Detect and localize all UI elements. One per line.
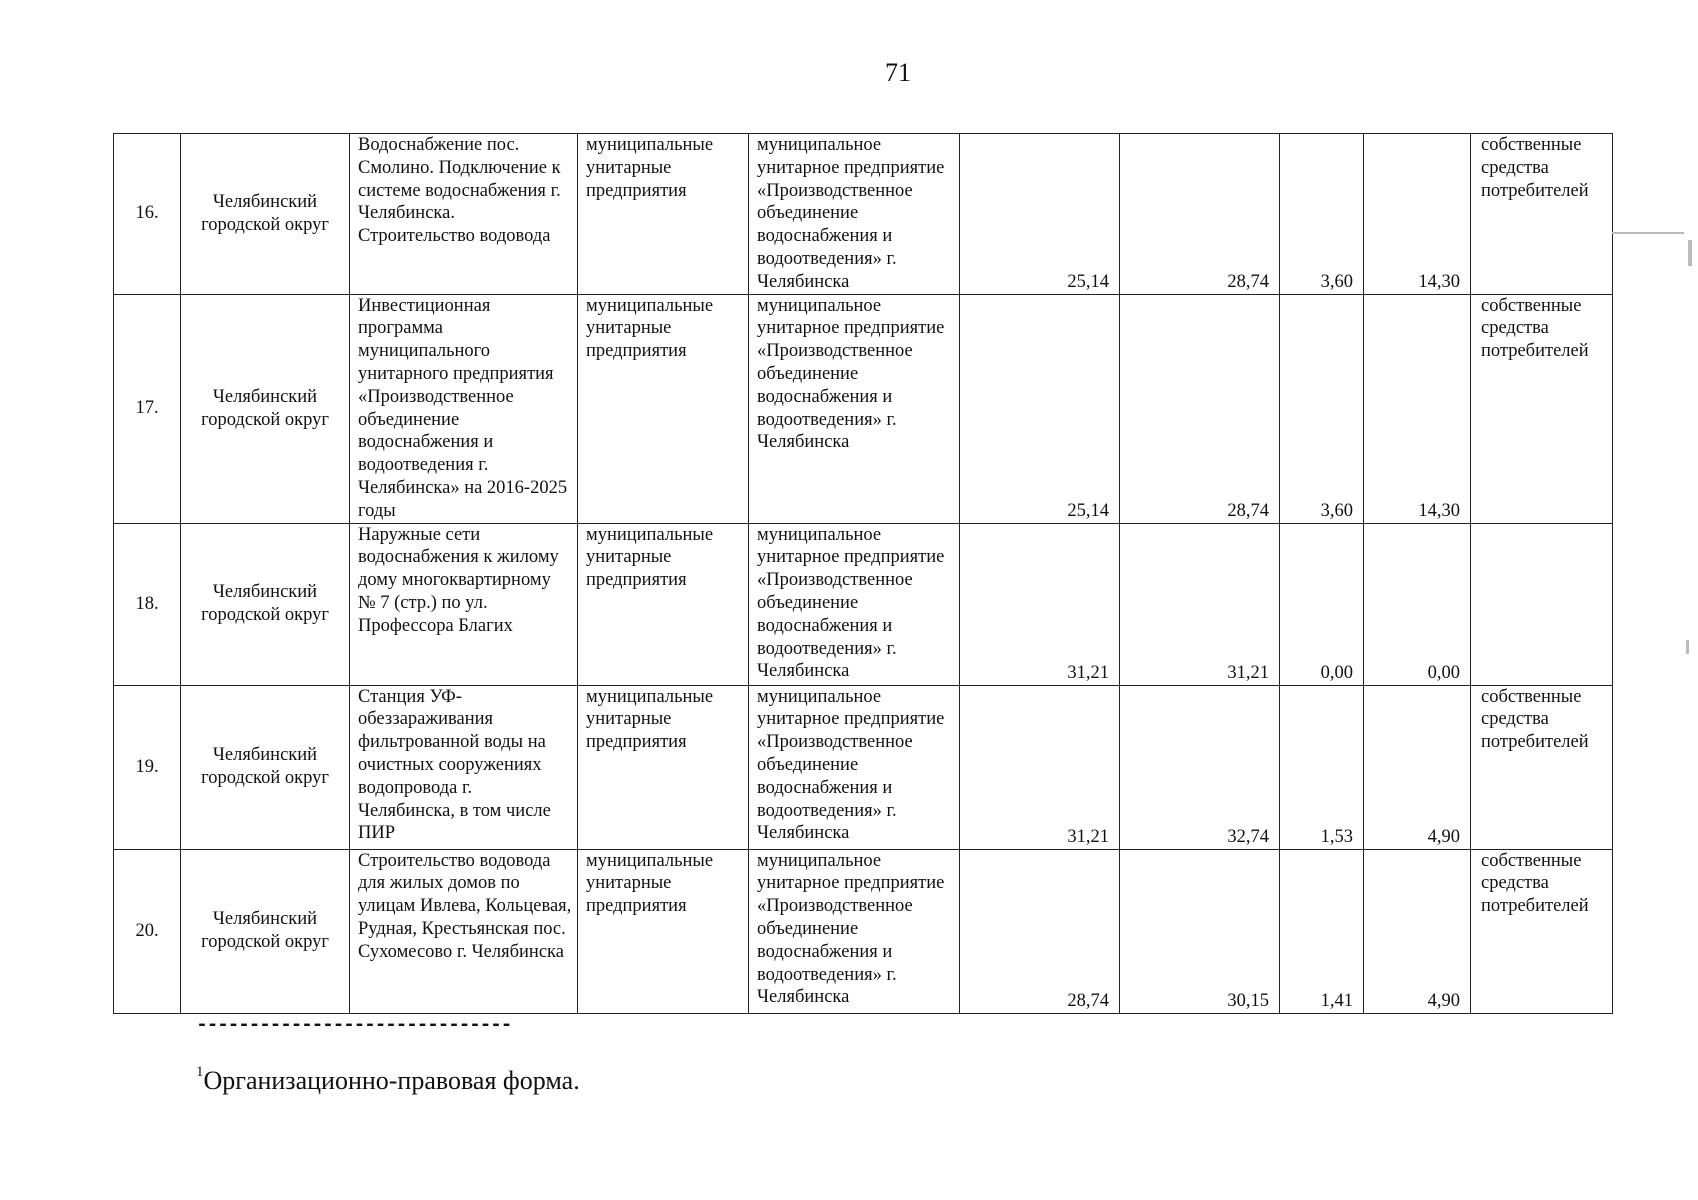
legal-form-text: муниципальные унитарные предприятия	[586, 686, 714, 753]
value-cell-2: 30,15	[1120, 849, 1280, 1013]
row-number: 19.	[114, 685, 181, 849]
organization-cell	[749, 523, 960, 685]
funding-source-cell	[1471, 134, 1613, 295]
project-cell	[350, 849, 578, 1013]
value-cell-3: 0,00	[1280, 523, 1364, 685]
district-cell: Челябинский городской округ	[181, 685, 350, 849]
funding-source-text: собственные средства потребителей	[1481, 295, 1589, 362]
value-cell-2: 32,74	[1120, 685, 1280, 849]
funding-source-cell	[1471, 523, 1613, 685]
table-row	[114, 849, 1613, 1013]
value-cell-4: 0,00	[1364, 523, 1471, 685]
legal-form-cell	[578, 849, 749, 1013]
value-cell-2: 31,21	[1120, 523, 1280, 685]
project-text: Инвестиционная программа муниципального унитарного предприятия «Производственное объединение водоснабжения и водоотведения г. Челябинска» на 2016-2025 годы	[358, 295, 568, 521]
value-cell-1: 31,21	[960, 685, 1120, 849]
legal-form-text: муниципальные унитарные предприятия	[586, 850, 714, 917]
funding-source-cell	[1471, 685, 1613, 849]
organization-cell	[749, 134, 960, 295]
district-cell: Челябинский городской округ	[181, 849, 350, 1013]
investment-table	[113, 133, 1613, 1014]
table-row	[114, 523, 1613, 685]
value-cell-3: 3,60	[1280, 294, 1364, 523]
organization-cell	[749, 849, 960, 1013]
organization-text: муниципальное унитарное предприятие «Производственное объединение водоснабжения и водоотведения» г. Челябинска	[757, 686, 945, 844]
value-cell-4: 4,90	[1364, 849, 1471, 1013]
legal-form-cell	[578, 685, 749, 849]
funding-source-cell	[1471, 294, 1613, 523]
legal-form-cell	[578, 523, 749, 685]
row-number: 17.	[114, 294, 181, 523]
value-cell-3: 3,60	[1280, 134, 1364, 295]
project-cell	[350, 523, 578, 685]
legal-form-text: муниципальные унитарные предприятия	[586, 524, 714, 591]
page-number: 71	[885, 58, 911, 87]
value-cell-1: 25,14	[960, 294, 1120, 523]
organization-text: муниципальное унитарное предприятие «Производственное объединение водоснабжения и водоотведения» г. Челябинска	[757, 295, 945, 453]
value-cell-4: 14,30	[1364, 294, 1471, 523]
value-cell-3: 1,53	[1280, 685, 1364, 849]
value-cell-1: 31,21	[960, 523, 1120, 685]
organization-text: муниципальное унитарное предприятие «Производственное объединение водоснабжения и водоотведения» г. Челябинска	[757, 850, 945, 1008]
value-cell-2: 28,74	[1120, 294, 1280, 523]
table-row	[114, 134, 1613, 295]
value-cell-3: 1,41	[1280, 849, 1364, 1013]
project-text: Водоснабжение пос. Смолино. Подключение к системе водоснабжения г. Челябинска. Строительство водовода	[358, 135, 561, 247]
project-cell	[350, 134, 578, 295]
funding-source-cell	[1471, 849, 1613, 1013]
footnote-text: Организационно-правовая форма.	[203, 1066, 580, 1095]
scan-artifact	[1612, 232, 1684, 234]
project-text: Наружные сети водоснабжения к жилому дому многоквартирному № 7 (стр.) по ул. Профессора Благих	[358, 524, 559, 636]
row-number: 16.	[114, 134, 181, 295]
project-cell	[350, 685, 578, 849]
value-cell-1: 28,74	[960, 849, 1120, 1013]
footnote-marker: 1	[196, 1064, 204, 1080]
row-number: 20.	[114, 849, 181, 1013]
district-cell: Челябинский городской округ	[181, 523, 350, 685]
scan-artifact	[1686, 640, 1689, 654]
funding-source-text: собственные средства потребителей	[1481, 686, 1589, 753]
table-row	[114, 685, 1613, 849]
district-cell: Челябинский городской округ	[181, 134, 350, 295]
legal-form-text: муниципальные унитарные предприятия	[586, 135, 714, 201]
project-text: Строительство водовода для жилых домов по улицам Ивлева, Кольцевая, Рудная, Крестьянская пос. Сухомесово г. Челябинска	[358, 850, 572, 962]
value-cell-1: 25,14	[960, 134, 1120, 295]
scan-artifact	[1688, 240, 1692, 266]
organization-cell	[749, 294, 960, 523]
legal-form-cell	[578, 294, 749, 523]
funding-source-text: собственные средства потребителей	[1481, 135, 1589, 201]
organization-text: муниципальное унитарное предприятие «Производственное объединение водоснабжения и водоотведения» г. Челябинска	[757, 135, 945, 292]
row-number: 18.	[114, 523, 181, 685]
project-cell	[350, 294, 578, 523]
project-text: Станция УФ-обеззараживания фильтрованной воды на очистных сооружениях водопровода г. Челябинска, в том числе ПИР	[358, 686, 551, 844]
value-cell-4: 14,30	[1364, 134, 1471, 295]
footnote-separator: ------------------------------	[196, 1014, 512, 1037]
funding-source-text: собственные средства потребителей	[1481, 850, 1589, 917]
value-cell-2: 28,74	[1120, 134, 1280, 295]
legal-form-cell	[578, 134, 749, 295]
value-cell-4: 4,90	[1364, 685, 1471, 849]
table-row	[114, 294, 1613, 523]
organization-cell	[749, 685, 960, 849]
legal-form-text: муниципальные унитарные предприятия	[586, 295, 714, 362]
organization-text: муниципальное унитарное предприятие «Производственное объединение водоснабжения и водоотведения» г. Челябинска	[757, 524, 945, 682]
footnote	[196, 1066, 580, 1096]
district-cell: Челябинский городской округ	[181, 294, 350, 523]
